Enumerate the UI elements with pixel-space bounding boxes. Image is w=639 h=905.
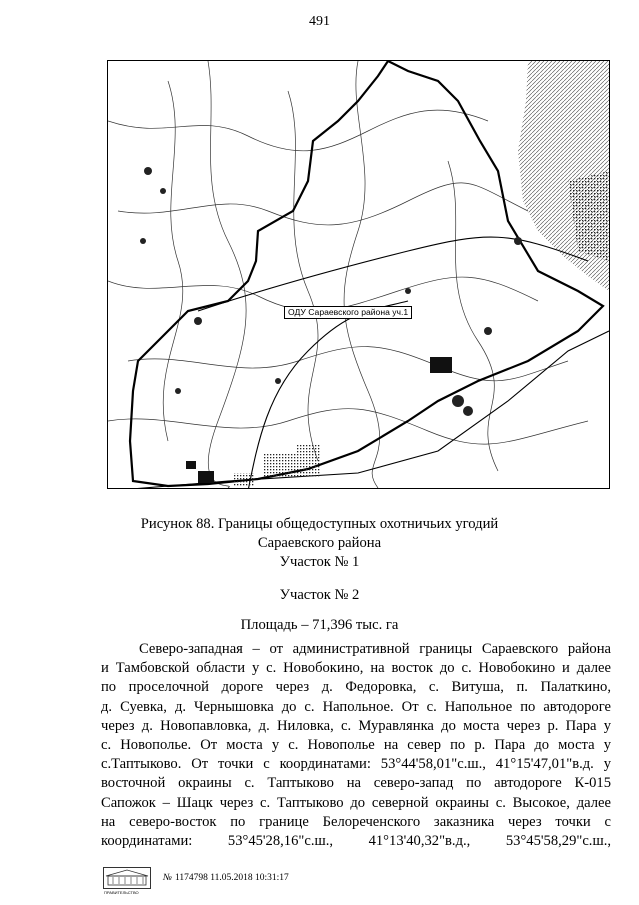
paragraph-line: по проселочной дороге через д. Федоровка, с. Витуша, п. Палаткино,: [101, 679, 611, 696]
stamp-text: ПРАВИТЕЛЬСТВО: [104, 890, 139, 895]
paragraph-line: на северо-восток по границе Белореченского заказника через точки с: [101, 813, 611, 830]
section-title: Участок № 2: [279, 587, 360, 603]
paragraph-line: восточной окраины с. Таптыково на северо-запад по автодороге К-015: [101, 775, 611, 792]
paragraph-line: координатами: 53°45'28,16"с.ш., 41°13'40,32"в.д., 53°45'58,29"с.ш.,: [101, 832, 611, 849]
boundary-description: [101, 640, 611, 851]
paragraph-line: Сапожок – Шацк через с. Таптыково до северной окраины с. Высокое, далее: [101, 794, 611, 811]
hunting-grounds-map: [107, 60, 610, 489]
document-footer: [103, 866, 289, 895]
area-statement: Площадь – 71,396 тыс. га: [240, 617, 399, 633]
figure-caption-district: Сараевского района: [257, 535, 382, 551]
terrain-lines: [108, 61, 588, 488]
paragraph-line: через д. Новопавловка, д. Ниловка, с. Муравлянка до моста через р. Пара у: [101, 717, 611, 734]
government-stamp-icon: [103, 867, 151, 895]
page-number: 491: [309, 14, 330, 29]
registration-info: [163, 873, 289, 883]
map-drawing: [108, 61, 609, 488]
registration-number: 1174798 11.05.2018 10:31:17: [174, 873, 289, 883]
figure-caption-plot: Участок № 1: [279, 554, 360, 570]
map-area-label: ОДУ Сараевского района уч.1: [284, 306, 412, 319]
paragraph-line: д. Суевка, д. Чернышовка до с. Напольное. От с. Напольное по автодороге: [101, 698, 611, 715]
paragraph-line: с. Новополье. От моста у с. Новополье на север по р. Пара до моста у: [101, 736, 611, 753]
paragraph-line: и Тамбовской области у с. Новобокино, на восток до с. Новобокино и далее: [101, 660, 611, 677]
villages: [140, 167, 522, 416]
field-grid: [233, 445, 320, 487]
figure-caption-title: Рисунок 88. Границы общедоступных охотничьих угодий: [140, 516, 499, 532]
paragraph-line: Северо-западная – от административной границы Сараевского района: [139, 641, 611, 657]
paragraph-line: с.Таптыково. От точки с координатами: 53°44'58,01"с.ш., 41°15'47,01"в.д. у: [101, 756, 611, 773]
number-sign: №: [163, 873, 172, 883]
